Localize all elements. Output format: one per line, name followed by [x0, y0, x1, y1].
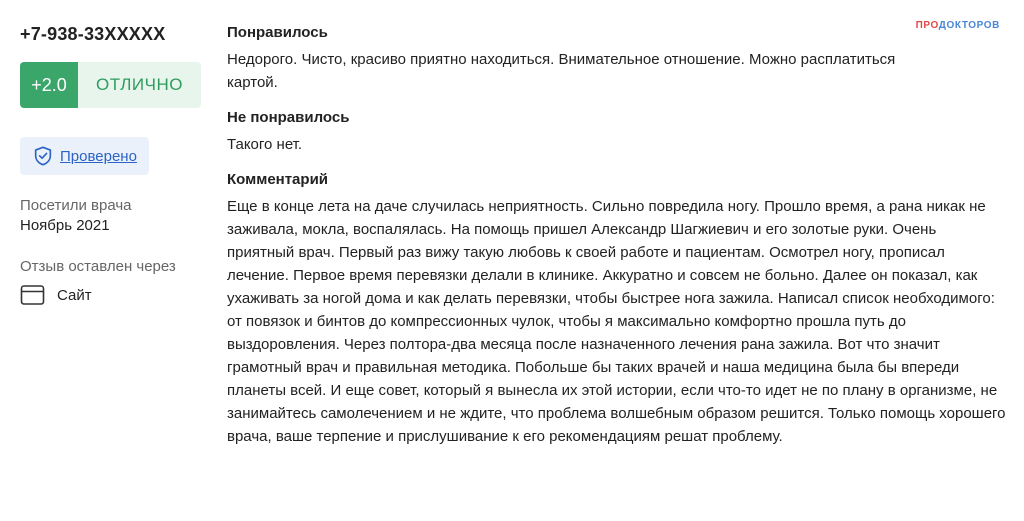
disliked-title: Не понравилось [227, 109, 350, 126]
liked-text: Недорого. Чисто, красиво приятно находиться. Внимательное отношение. Можно расплатиться картой. [227, 51, 896, 91]
disliked-text: Такого нет. [227, 136, 303, 153]
source-label: Отзыв оставлен через [20, 258, 176, 275]
reviewer-info [20, 24, 210, 306]
comment-title: Комментарий [227, 171, 329, 188]
rating-score: +2.0 [20, 62, 78, 108]
liked-title: Понравилось [227, 24, 328, 41]
review-body [227, 23, 1007, 448]
verified-link[interactable]: Проверено [60, 147, 137, 165]
rating-badge [20, 62, 201, 108]
rating-label: ОТЛИЧНО [78, 62, 201, 108]
visit-label: Посетили врача [20, 197, 132, 214]
browser-window-icon [20, 284, 45, 306]
visit-date: Ноябрь 2021 [20, 217, 110, 234]
shield-check-icon [32, 145, 54, 167]
review-source [20, 284, 210, 306]
brand-part-1: ПРО [915, 20, 939, 31]
verified-badge[interactable] [20, 137, 149, 175]
source-value: Сайт [57, 286, 92, 304]
liked-section [227, 23, 1007, 94]
comment-text: Еще в конце лета на даче случилась неприятность. Сильно повредила ногу. Прошло время, а рана никак не заживала, мокла, воспалялась. На помощь пришел Александр Шагжиевич и его золотые руки. Очень приятный врач. Первый раз вижу такую любовь к своей работе и пациентам. Осмотрел ногу, прописал лечение. Первое время перевязки делали в клинике. Аккуратно и совсем не больно. Далее он показал, как ухаживать за ногой дома и как делать перевязки, чтобы быстрее нога зажила. Написал список необходимого: от повязок и бинтов до компрессионных чулок, чтобы я максимально комфортно прошла путь до выздоровления. Через полтора-два месяца после назначенного лечения рана зажила. Вот что значит грамотный врач и правильная методика. Побольше бы таких врачей и наша медицина была бы впереди планеты всей. И еще совет, который я вынесла их этой истории, если что-то идет не по плану в организме, не занимайтесь самолечением и не ждите, что проблема волшебным образом решится. Только помощь хорошего врача, ваше терпение и прислушивание к его рекомендациям решат проблему. [227, 198, 1006, 445]
reviewer-phone: +7-938-33XXXXX [20, 24, 166, 44]
disliked-section [227, 108, 1007, 156]
comment-section [227, 170, 1007, 448]
brand-part-2: ДОКТОРОВ [938, 20, 1000, 31]
